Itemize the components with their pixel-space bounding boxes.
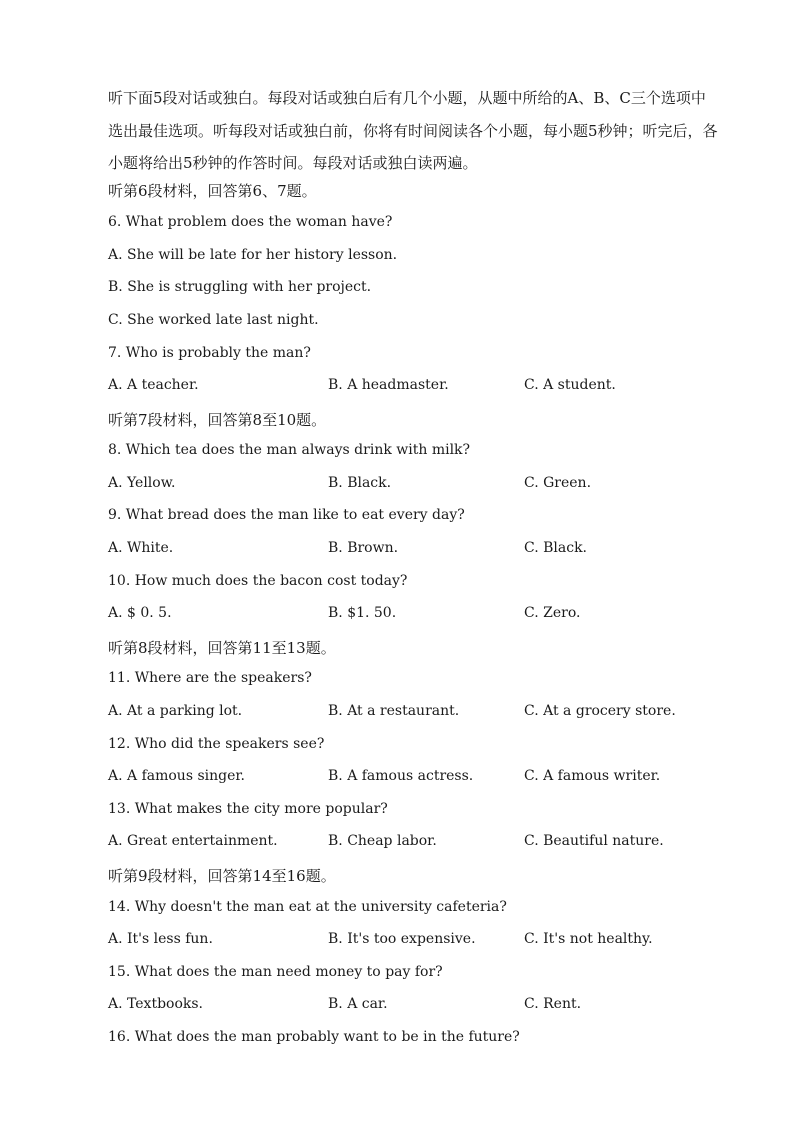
section-heading: 听第6段材料，回答第6、7题。	[108, 182, 317, 200]
option-b: B. She is struggling with her project.	[108, 279, 372, 295]
option-a: A. At a parking lot.	[108, 703, 243, 719]
option-b: B. At a restaurant.	[328, 703, 460, 719]
option-a: A. Great entertainment.	[108, 833, 278, 849]
option-c: C. Black.	[524, 540, 587, 556]
option-b: B. Brown.	[328, 540, 399, 556]
question: 11. Where are the speakers?	[108, 670, 312, 686]
question: 10. How much does the bacon cost today?	[108, 573, 408, 589]
option-b: B. A car.	[328, 996, 388, 1012]
question: 13. What makes the city more popular?	[108, 801, 388, 817]
question: 6. What problem does the woman have?	[108, 214, 393, 230]
option-b: B. It's too expensive.	[328, 931, 476, 947]
option-c: C. She worked late last night.	[108, 312, 319, 328]
option-b: B. Cheap labor.	[328, 833, 437, 849]
option-b: B. $1. 50.	[328, 605, 397, 621]
option-c: C. Zero.	[524, 605, 581, 621]
option-a: A. White.	[108, 540, 174, 556]
option-c: C. It's not healthy.	[524, 931, 653, 947]
option-b: B. A headmaster.	[328, 377, 449, 393]
section-heading: 听第7段材料，回答第8至10题。	[108, 411, 327, 429]
listening-instructions: 听下面5段对话或独白。每段对话或独白后有几个小题，从题中所给的A、B、C三个选项中选出最佳选项。听每段对话或独白前，你将有时间阅读各个小题，每小题5秒钟；听完后，各小题将给出5秒钟的作答时间。每段对话或独白读两遍。	[108, 89, 718, 172]
option-a: A. $ 0. 5.	[108, 605, 172, 621]
question: 14. Why doesn't the man eat at the university cafeteria?	[108, 899, 507, 915]
question: 15. What does the man need money to pay for?	[108, 964, 443, 980]
option-c: C. A famous writer.	[524, 768, 661, 784]
option-c: C. At a grocery store.	[524, 703, 676, 719]
option-a: A. Textbooks.	[108, 996, 204, 1012]
question: 7. Who is probably the man?	[108, 345, 311, 361]
section-heading: 听第9段材料，回答第14至16题。	[108, 867, 336, 885]
question: 16. What does the man probably want to be in the future?	[108, 1029, 520, 1045]
question: 12. Who did the speakers see?	[108, 736, 325, 752]
option-a: A. She will be late for her history lesson.	[108, 247, 398, 263]
option-a: A. Yellow.	[108, 475, 176, 491]
option-b: B. Black.	[328, 475, 392, 491]
option-a: A. A famous singer.	[108, 768, 245, 784]
option-b: B. A famous actress.	[328, 768, 474, 784]
question: 9. What bread does the man like to eat every day?	[108, 507, 465, 523]
option-c: C. Green.	[524, 475, 592, 491]
section-heading: 听第8段材料，回答第11至13题。	[108, 639, 336, 657]
option-c: C. Beautiful nature.	[524, 833, 664, 849]
question: 8. Which tea does the man always drink with milk?	[108, 442, 471, 458]
option-a: A. It's less fun.	[108, 931, 213, 947]
option-c: C. A student.	[524, 377, 616, 393]
option-a: A. A teacher.	[108, 377, 199, 393]
option-c: C. Rent.	[524, 996, 582, 1012]
